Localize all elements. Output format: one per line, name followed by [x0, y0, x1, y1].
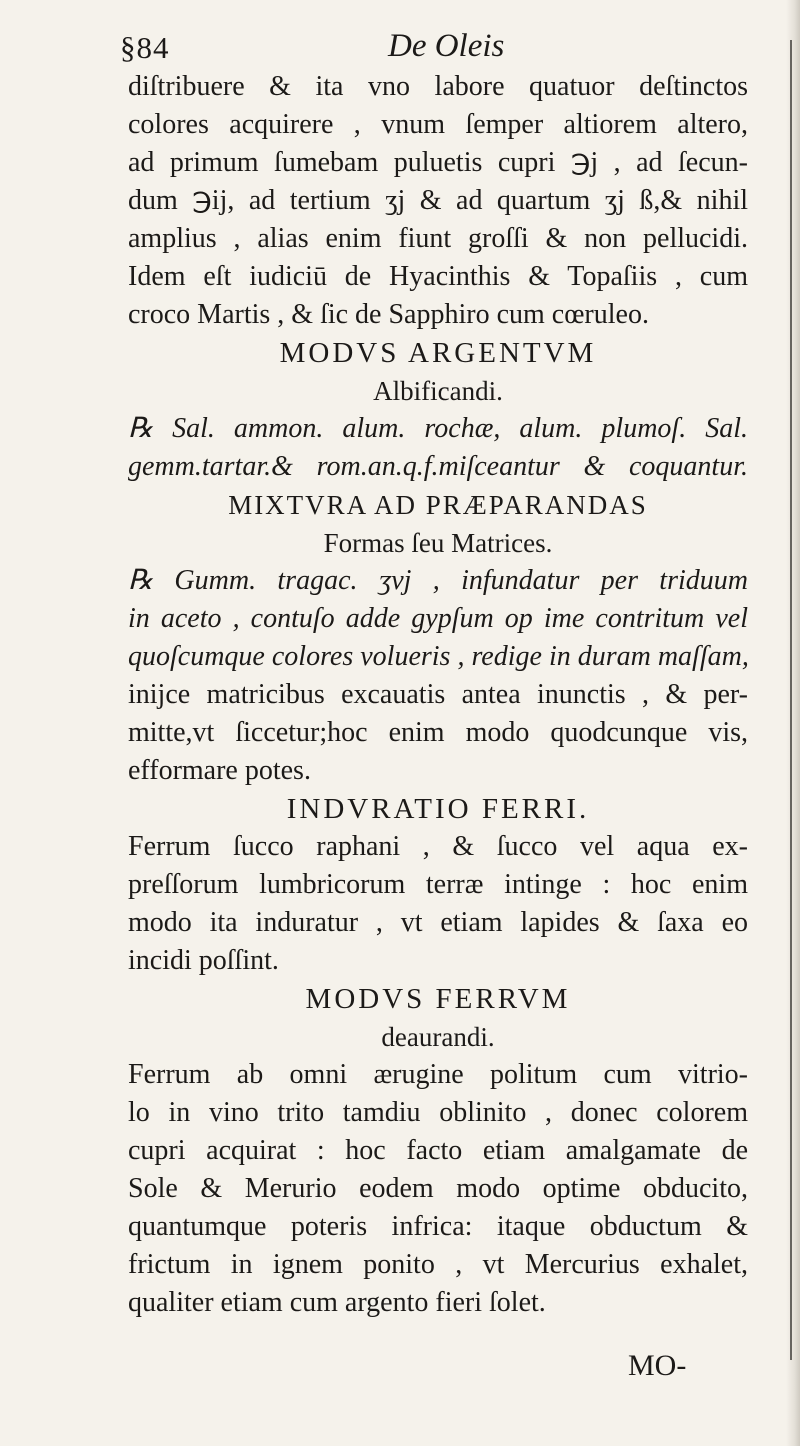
text-line: amplius , alias enim fiunt groſſi & non pellucidi.	[128, 223, 748, 254]
text-line: Ferrum ab omni ærugine politum cum vitrio-	[128, 1059, 748, 1090]
body-text	[128, 68, 748, 1322]
section-heading: MODVS ARGENTVM	[279, 337, 597, 369]
section-subheading: Albificandi.	[373, 376, 503, 406]
recipe-line: gemm.tartar.& rom.an.q.f.miſceantur & coquantur.	[128, 451, 748, 482]
recipe-line: quoſcumque colores volueris , redige in duram maſſam,	[128, 641, 749, 672]
recipe-line: in aceto , contuſo adde gypſum op ime contritum vel	[128, 603, 748, 634]
page-edge-line	[790, 40, 792, 1360]
text-line: quantumque poteris infrica: itaque obductum &	[128, 1211, 748, 1242]
recipe-line: ℞ Sal. ammon. alum. rochæ, alum. plumoſ. Sal.	[128, 413, 748, 444]
text-line: ad primum ſumebam puluetis cupri ℈j , ad ſecun-	[128, 147, 748, 178]
text-line: inijce matricibus excauatis antea inunctis , & per-	[128, 679, 748, 710]
section-heading: MODVS FERRVM	[305, 983, 571, 1015]
section-heading: MIXTVRA AD PRÆPARANDAS	[228, 490, 648, 520]
recipe-line: ℞ Gumm. tragac. ʒvj , infundatur per triduum	[128, 565, 748, 596]
text-line: colores acquirere , vnum ſemper altiorem altero,	[128, 109, 748, 140]
text-line: croco Martis , & ſic de Sapphiro cum cœruleo.	[128, 299, 649, 330]
text-line: frictum in ignem ponito , vt Mercurius exhalet,	[128, 1249, 748, 1280]
text-line: qualiter etiam cum argento fieri ſolet.	[128, 1287, 546, 1318]
text-line: mitte,vt ſiccetur;hoc enim modo quodcunque vis,	[128, 717, 748, 748]
text-line: efformare potes.	[128, 755, 311, 786]
catchword: MO-	[628, 1349, 687, 1382]
running-head: De Oleis	[388, 28, 505, 64]
text-line: Ferrum ſucco raphani , & ſucco vel aqua ex-	[128, 831, 748, 862]
text-line: preſſorum lumbricorum terræ intinge : hoc enim	[128, 869, 748, 900]
page-header	[120, 22, 680, 72]
text-line: Sole & Merurio eodem modo optime obducito,	[128, 1173, 748, 1204]
text-line: diſtribuere & ita vno labore quatuor deſtinctos	[128, 71, 748, 102]
text-line: Idem eſt iudiciū de Hyacinthis & Topaſiis , cum	[128, 261, 748, 292]
section-heading: INDVRATIO FERRI.	[286, 793, 590, 825]
section-subheading: Formas ſeu Matrices.	[323, 528, 553, 558]
text-line: cupri acquirat : hoc facto etiam amalgamate de	[128, 1135, 748, 1166]
page-number: §84	[120, 30, 170, 65]
text-line: dum ℈ij, ad tertium ʒj & ad quartum ʒj ß,& nihil	[128, 185, 748, 216]
text-line: incidi poſſint.	[128, 945, 279, 976]
text-line: lo in vino trito tamdiu oblinito , donec colorem	[128, 1097, 748, 1128]
section-subheading: deaurandi.	[381, 1022, 495, 1052]
text-line: modo ita induratur , vt etiam lapides & ſaxa eo	[128, 907, 748, 938]
page-edge	[786, 0, 800, 1446]
